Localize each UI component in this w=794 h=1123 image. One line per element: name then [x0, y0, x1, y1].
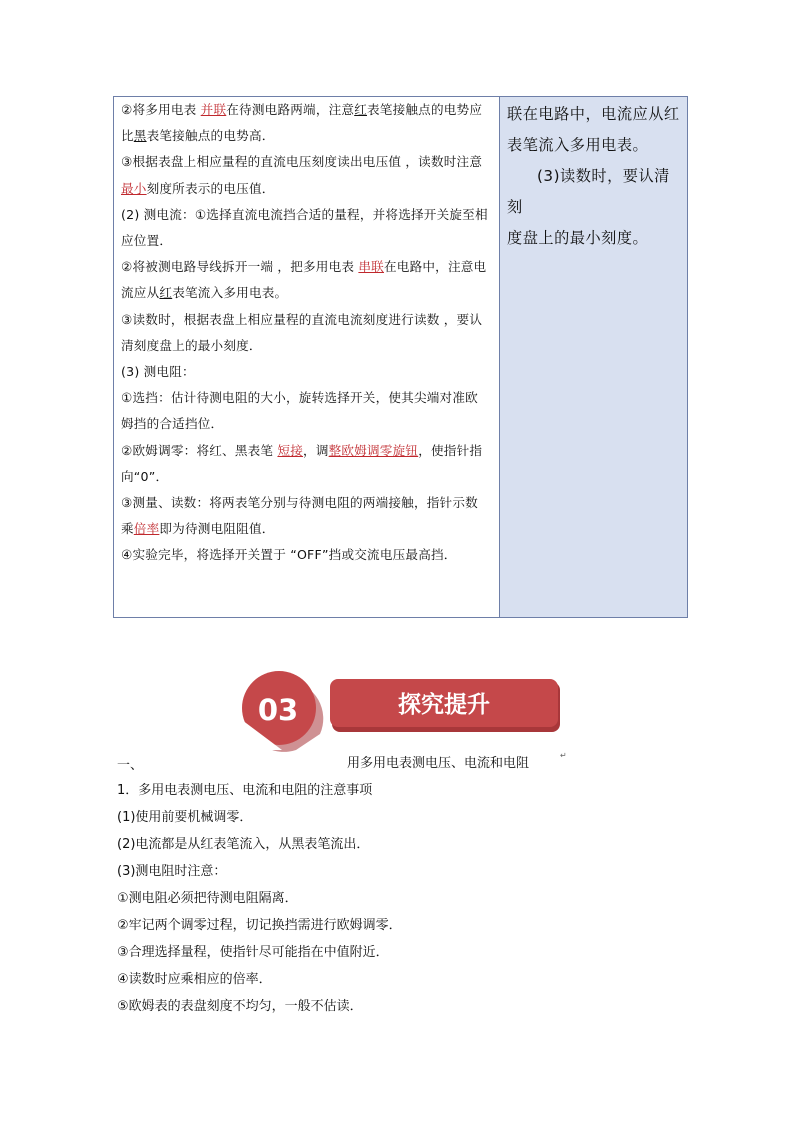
step-text: 向“0”． [121, 468, 169, 484]
step-line [121, 333, 493, 359]
step-text: ③读数时，根据表盘上相应量程的直流电流刻度进行读数 ，要认 [121, 311, 483, 327]
step-line [121, 97, 493, 123]
step-text: 在待测电路两端，注意 [226, 102, 355, 117]
section-number: 03 [257, 693, 299, 727]
step-line [121, 516, 493, 542]
step-text: ④实验完毕，将选择开关置于 “OFF”挡或交流电压最高挡． [121, 547, 457, 563]
step-line [121, 254, 493, 280]
section-title: 探究提升 [398, 692, 490, 718]
step-text: 刻度所表示的电压值． [146, 180, 275, 196]
step-text: 清刻度盘上的最小刻度． [121, 337, 262, 353]
underlined-term: 红 [354, 102, 367, 117]
section-line: ①测电阻必须把待测电阻隔离． [117, 891, 298, 906]
step-text: ②欧姆调零：将红、黑表笔 [121, 442, 278, 458]
section-line: (3)测电阻时注意： [117, 864, 227, 879]
keyword-emphasis: 倍率 [133, 521, 160, 537]
keyword-emphasis: 最小 [121, 180, 147, 196]
step-line [121, 490, 493, 516]
step-line [121, 385, 493, 411]
step-line [121, 307, 493, 333]
step-line [121, 542, 493, 568]
note-line: 表笔流入多用电表。 [507, 136, 649, 154]
content-table [113, 96, 688, 618]
keyword-emphasis: 并联 [200, 102, 227, 117]
notes-cell [500, 97, 687, 617]
step-line [121, 228, 493, 254]
step-text: 表笔接触点的电势应 [367, 102, 483, 117]
step-line [121, 280, 493, 306]
note-line: (3)读数时，要认清刻 [507, 167, 670, 216]
step-text: 姆挡的合适挡位． [121, 416, 224, 432]
section-line: ②牢记两个调零过程，切记换挡需进行欧姆调零． [117, 918, 402, 933]
step-text: ③测量、读数：将两表笔分别与待测电阻的两端接触，指针示数 [121, 495, 478, 511]
section-line: 1．多用电表测电压、电流和电阻的注意事项 [117, 783, 373, 798]
step-text: ②将被测电路导线拆开一端 ，把多用电表 [121, 259, 359, 275]
section-line: ④读数时应乘相应的倍率． [117, 972, 272, 987]
underlined-term: 黑 [133, 128, 147, 144]
step-line [121, 411, 493, 437]
step-text: (3) 测电阻： [121, 364, 195, 380]
step-text: 比 [121, 128, 134, 144]
precautions-section [117, 750, 577, 1020]
section-title-pill [330, 679, 560, 732]
paragraph-mark-icon: ↵ [560, 751, 567, 760]
section-line: ③合理选择量程，使指针尽可能指在中值附近． [117, 945, 389, 960]
step-text: 应位置． [121, 233, 173, 249]
step-text: 在电路中，注意电 [383, 259, 487, 275]
step-text: ③根据表盘上相应量程的直流电压刻度读出电压值 ，读数时注意 [121, 154, 483, 170]
section-line: (2)电流都是从红表笔流入，从黑表笔流出． [117, 837, 370, 852]
step-line [121, 202, 493, 228]
step-line [121, 359, 493, 385]
step-text: ①选挡：估计待测电阻的大小，旋转选择开关，使其尖端对准欧 [121, 390, 478, 406]
step-text: 表笔流入多用电表。 [172, 285, 288, 301]
heading-number: 一、 [117, 758, 144, 773]
heading-title: 用多用电表测电压、电流和电阻 [347, 756, 530, 771]
keyword-emphasis: 整欧姆调零旋钮 [328, 442, 419, 458]
step-line [121, 176, 493, 202]
note-line: 联在电路中，电流应从红 [507, 105, 680, 123]
section-number-badge [242, 671, 323, 752]
step-line [121, 438, 493, 464]
note-line: 度盘上的最小刻度。 [507, 229, 649, 247]
underlined-term: 红 [159, 285, 173, 301]
step-line [121, 149, 493, 175]
section-line: (1)使用前要机械调零． [117, 810, 253, 825]
step-text: 流应从 [121, 285, 160, 301]
step-line [121, 464, 493, 490]
step-text: ，调 [303, 442, 329, 458]
section-line: ⑤欧姆表的表盘刻度不均匀，一般不估读． [117, 999, 363, 1014]
steps-cell [114, 97, 500, 617]
step-text: ，使指针指 [418, 442, 483, 458]
step-text: 即为待测电阻阻值． [159, 521, 275, 537]
keyword-emphasis: 串联 [358, 259, 384, 275]
step-text: (2) 测电流：①选择直流电流挡合适的量程，并将选择开关旋至相 [121, 206, 488, 222]
step-text: 表笔接触点的电势高． [146, 128, 275, 144]
section-heading [117, 750, 577, 777]
step-text: 乘 [121, 521, 134, 537]
keyword-emphasis: 短接 [277, 442, 304, 458]
section-banner [236, 668, 566, 758]
step-text: ②将多用电表 [121, 102, 201, 117]
step-line [121, 123, 493, 149]
